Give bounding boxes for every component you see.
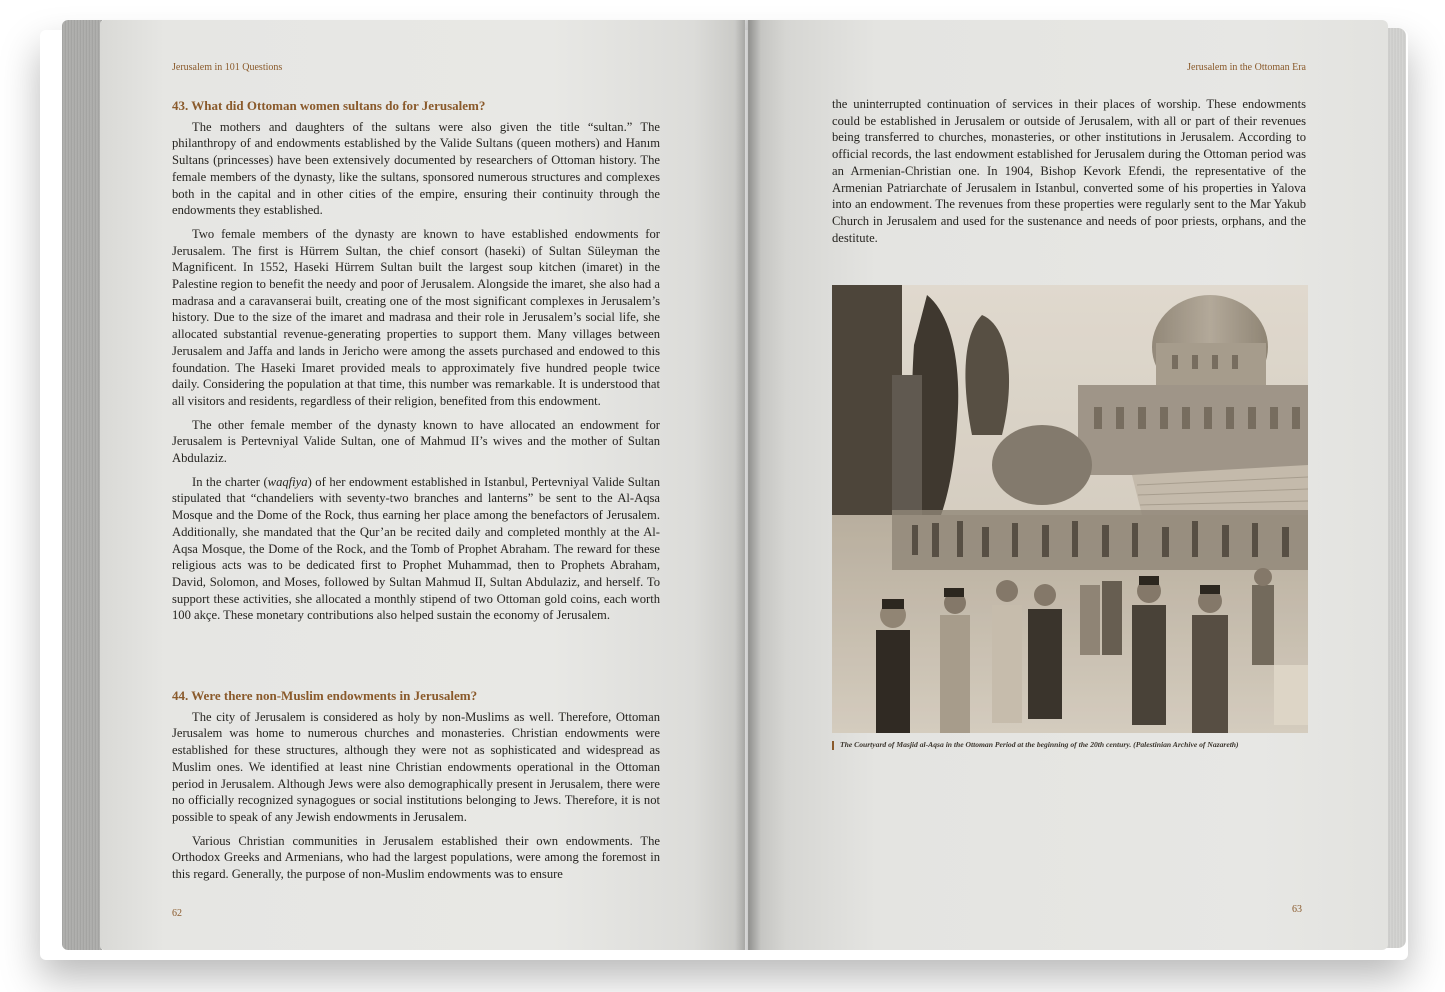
book-gutter xyxy=(735,20,761,950)
q43-p4-text-a: In the charter ( xyxy=(192,474,268,489)
historical-photo xyxy=(832,285,1308,733)
continued-text-section xyxy=(832,96,1306,253)
photo-caption-text: The Courtyard of Masjid al-Aqsa in the Ottoman Period at the beginning of the 20th century. (Palestinian Archive of Nazareth) xyxy=(840,740,1239,749)
page-number-left: 62 xyxy=(172,908,182,919)
page-edges-left xyxy=(62,20,102,950)
q43-paragraph-3: The other female member of the dynasty known to have allocated an endowment for Jerusalem is Pertevniyal Valide Sultan, one of Mahmud II’s wives and the mother of Sultan Abdulaziz. xyxy=(172,417,660,466)
q43-p4-text-b: ) of her endowment established in Istanbul, Pertevniyal Valide Sultan stipulated that “chandeliers with seventy-two branches and lanterns” be sent to the Al-Aqsa Mosque and the Dome of the Rock, thus earning her place among the benefactors of Jerusalem. Additionally, she mandated that the Qur’an be recited daily and completed monthly at the Al-Aqsa Mosque, the Dome of the Rock, and the Tomb of Prophet Abraham. The reward for these religious acts was to be dedicated first to Prophet Muhammad, then to Prophets Abraham, David, Solomon, and Moses, followed by Sultan Mahmud II, Sultan Abdulaziz, and herself. To support these activities, she allocated a monthly stipend of two Ottoman gold coins, each worth 100 akçe. These monetary contributions also helped sustain the economy of Jerusalem. xyxy=(172,474,660,623)
q44-paragraph-1: The city of Jerusalem is considered as holy by non-Muslims as well. Therefore, Ottoman Jerusalem was home to numerous churches and monasteries. Christian endowments were established for these structures, although they were not as sophisticated and widespread as Muslim ones. We identified at least nine Christian endowments operational in the Ottoman period in Jerusalem. Although Jews were also demographically present in Jerusalem, there were no officially recognized synagogues or social institutions belonging to Jews. Therefore, it is not possible to speak of any Jewish endowments in Jerusalem. xyxy=(172,709,660,824)
left-page xyxy=(100,20,745,950)
continued-paragraph: the uninterrupted continuation of services in their places of worship. These endowments could be established in Jerusalem or outside of Jerusalem, with all or part of their revenues being transferred to churches, monasteries, or other institutions in Jerusalem. According to official records, the last endowment established for Jerusalem during the Ottoman period was an Armenian-Christian one. In 1904, Bishop Kevork Efendi, the representative of the Armenian Patriarchate of Jerusalem in Istanbul, converted some of his properties in Yalova into an endowment. The revenues from these properties were regularly sent to the Mar Yakub Church in Jerusalem and used for the sustenance and needs of poor priests, orphans, and the destitute. xyxy=(832,97,1306,245)
q43-p4-italic: waqfiya xyxy=(267,474,308,489)
question-43-heading: 43. What did Ottoman women sultans do for Jerusalem? xyxy=(172,98,486,113)
courtyard-photo-illustration xyxy=(832,285,1308,733)
right-page xyxy=(748,20,1388,950)
running-head-left: Jerusalem in 101 Questions xyxy=(172,62,283,73)
photo-caption xyxy=(832,740,1312,750)
question-44-section xyxy=(172,688,660,890)
question-44-heading: 44. Were there non-Muslim endowments in Jerusalem? xyxy=(172,688,478,703)
q44-paragraph-2: Various Christian communities in Jerusalem established their own endowments. The Orthodox Greeks and Armenians, who had the largest populations, were among the foremost in this regard. Generally, the purpose of non-Muslim endowments was to ensure xyxy=(172,833,660,882)
q43-paragraph-2: Two female members of the dynasty are known to have established endowments for Jerusalem. The first is Hürrem Sultan, the chief consort (haseki) of Sultan Süleyman the Magnificent. In 1552, Haseki Hürrem Sultan built the largest soup kitchen (imaret) in the Palestine region to benefit the needy and poor of Jerusalem. Alongside the imaret, she also had a madrasa and a caravanserai built, creating one of the most significant complexes in Jerusalem’s history. Due to the size of the imaret and madrasa and their role in Jerusalem’s social life, she allocated substantial revenue-generating properties to support them. Many villages between Jerusalem and Jaffa and lands in Jericho were among the assets purchased and endowed to this foundation. The Haseki Imaret provided meals to approximately five hundred people twice daily. Considering the population at that time, this number was remarkable. It is understood that all visitors and residents, regardless of their religion, benefited from this endowment. xyxy=(172,226,660,408)
page-number-right: 63 xyxy=(1292,904,1302,915)
question-43-section xyxy=(172,98,660,631)
q43-paragraph-1: The mothers and daughters of the sultans were also given the title “sultan.” The philanthropy of and endowments established by the Valide Sultans (queen mothers) and Hanım Sultans (princesses) have been extensively documented by researchers of Ottoman history. The female members of the dynasty, like the sultans, sponsored numerous structures and complexes both in the capital and in other cities of the empire, ensuring their continuity through the endowments they established. xyxy=(172,119,660,218)
caption-marker xyxy=(832,741,834,750)
q43-paragraph-4 xyxy=(172,474,660,624)
running-head-right: Jerusalem in the Ottoman Era xyxy=(1187,62,1306,73)
page-edges-right xyxy=(1386,28,1406,948)
